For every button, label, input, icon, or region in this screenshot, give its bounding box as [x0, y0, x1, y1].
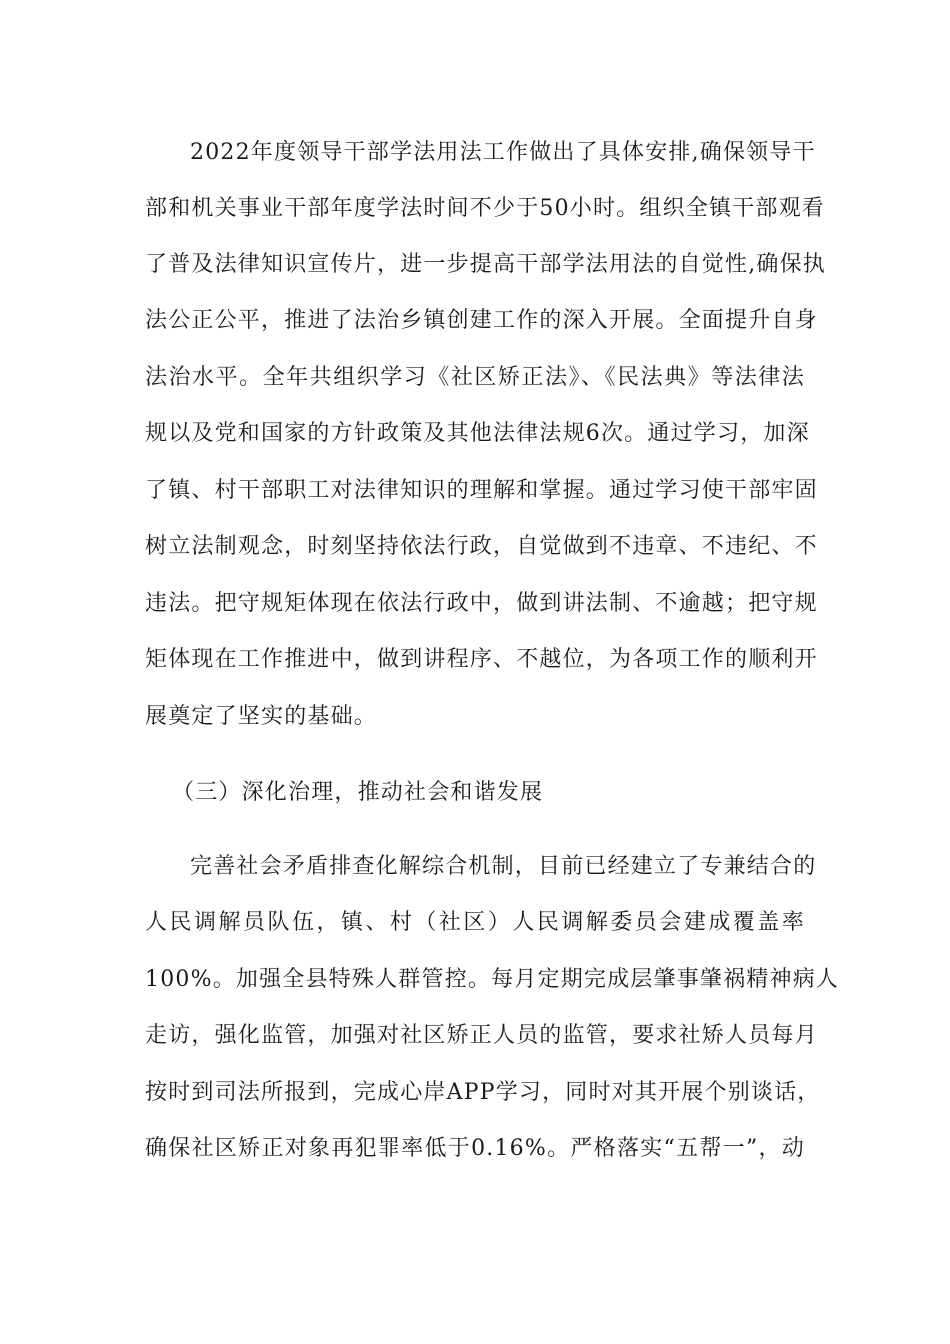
paragraph-1-line-4: 法公正公平，推进了法治乡镇创建工作的深入开展。全面提升自身 — [145, 308, 818, 333]
paragraph-1-line-3: 了普及法律知识宣传片，进一步提高干部学法用法的自觉性,确保执 — [145, 252, 826, 277]
paragraph-2-line-1: 完善社会矛盾排查化解综合机制，目前已经建立了专兼结合的 — [190, 854, 817, 879]
paragraph-2-line-4: 走访，强化监管，加强对社区矫正人员的监管，要求社矫人员每月 — [145, 1023, 818, 1048]
section-heading: （三）深化治理，推动社会和谐发展 — [172, 780, 544, 805]
paragraph-2-line-5: 按时到司法所报到，完成心岸APP学习，同时对其开展个别谈话， — [145, 1080, 821, 1105]
paragraph-1-line-7: 了镇、村干部职工对法律知识的理解和掌握。通过学习使干部牢固 — [145, 478, 818, 503]
paragraph-1-line-5: 法治水平。全年共组织学习《社区矫正法》、《民法典》等法律法 — [145, 365, 805, 390]
paragraph-1-line-9: 违法。把守规矩体现在依法行政中，做到讲法制、不逾越；把守规 — [145, 591, 818, 616]
paragraph-2-line-3: 100%。加强全县特殊人群管控。每月定期完成层肇事肇祸精神病人 — [145, 967, 840, 992]
paragraph-1-line-1: 2022年度领导干部学法用法工作做出了具体安排,确保领导干 — [190, 140, 816, 165]
paragraph-1-line-10: 矩体现在工作推进中，做到讲程序、不越位，为各项工作的顺利开 — [145, 647, 818, 672]
paragraph-2-line-6: 确保社区矫正对象再犯罪率低于0.16%。严格落实“五帮一”，动 — [145, 1136, 805, 1161]
paragraph-1-line-11: 展奠定了坚实的基础。 — [145, 704, 378, 729]
paragraph-1-line-6: 规以及党和国家的方针政策及其他法律法规6次。通过学习，加深 — [145, 421, 810, 446]
paragraph-2-line-2: 人民调解员队伍，镇、村（社区）人民调解委员会建成覆盖率 — [145, 910, 805, 935]
paragraph-1-line-2: 部和机关事业干部年度学法时间不少于50小时。组织全镇干部观看 — [145, 196, 825, 221]
paragraph-1-line-8: 树立法制观念，时刻坚持依法行政，自觉做到不违章、不违纪、不 — [145, 534, 818, 559]
